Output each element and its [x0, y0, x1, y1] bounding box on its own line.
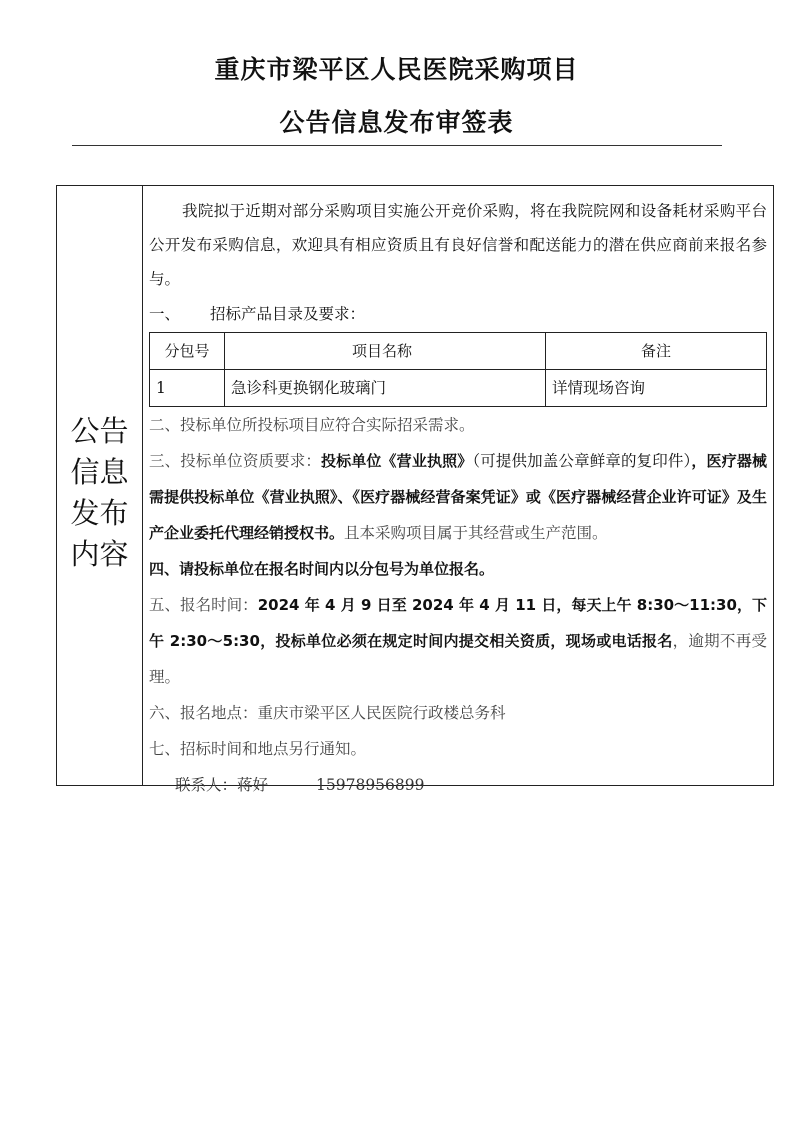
- announcement-form: [56, 185, 774, 794]
- table-cell-note: 详情现场咨询: [546, 370, 767, 407]
- contact-person: 联系人：蒋好: [175, 776, 269, 794]
- intro-paragraph: 我院拟于近期对部分采购项目实施公开竞价采购，将在我院院网和设备耗材采购平台公开发布采购信息，欢迎具有相应资质且有良好信誉和配送能力的潜在供应商前来报名参与。: [149, 202, 767, 288]
- section3-text: [149, 443, 767, 551]
- form-content-cell: [143, 186, 773, 794]
- contact-line: [149, 767, 767, 803]
- section1-number: 一、: [149, 305, 181, 323]
- section7-text: 七、招标时间和地点另行通知。: [149, 740, 367, 758]
- section5-text: [149, 587, 767, 695]
- table-header-package: 分包号: [150, 333, 225, 370]
- section3-normal1: （可提供加盖公章鲜章的复印件）: [472, 452, 692, 470]
- section5-suffix: ，逾期不再受理。: [149, 632, 767, 686]
- document-title-line1: 重庆市梁平区人民医院采购项目: [214, 55, 579, 84]
- section5-time: 2024 年 4 月 9 日至 2024 年 4 月 11 日，每天上午 8:30～11:30，下午 2:30～5:30，投标单位必须在规定时间内提交相关资质，现场或电话报名: [149, 596, 767, 650]
- section3-bold1: 投标单位《营业执照》: [321, 452, 473, 470]
- table-header-row: [150, 333, 767, 370]
- form-label-line4: 内容: [70, 536, 129, 571]
- section3-prefix: 三、投标单位资质要求：: [149, 452, 321, 470]
- product-table: [149, 332, 767, 407]
- table-cell-package: 1: [150, 370, 225, 407]
- section3-normal2: 且本采购项目属于其经营或生产范围。: [344, 524, 608, 542]
- section6-text: 六、报名地点：重庆市梁平区人民医院行政楼总务科: [149, 704, 506, 722]
- form-label-line1: 公告: [70, 413, 129, 448]
- section2-text: 二、投标单位所投标项目应符合实际招采需求。: [149, 416, 475, 434]
- section4-text: 四、请投标单位在报名时间内以分包号为单位报名。: [149, 560, 495, 578]
- section1-heading: [149, 296, 767, 332]
- form-label: [69, 411, 131, 575]
- table-header-note: 备注: [546, 333, 767, 370]
- form-label-cell: [57, 186, 143, 785]
- document-title-line2: 公告信息发布审签表: [279, 108, 514, 137]
- form-label-line3: 发布: [70, 495, 129, 530]
- section5-prefix: 五、报名时间：: [149, 596, 258, 614]
- form-label-line2: 信息: [70, 454, 129, 489]
- section1-title: 招标产品目录及要求：: [210, 305, 366, 323]
- table-row: [150, 370, 767, 407]
- title-divider: [72, 145, 722, 146]
- contact-phone: 15978956899: [316, 776, 425, 794]
- table-cell-project: 急诊科更换钢化玻璃门: [225, 370, 546, 407]
- section3-bold2: ，医疗器械需提供投标单位《营业执照》、《医疗器械经营备案凭证》或《医疗器械经营企业许可证》及生产企业委托代理经销授权书。: [149, 452, 767, 542]
- table-header-project: 项目名称: [225, 333, 546, 370]
